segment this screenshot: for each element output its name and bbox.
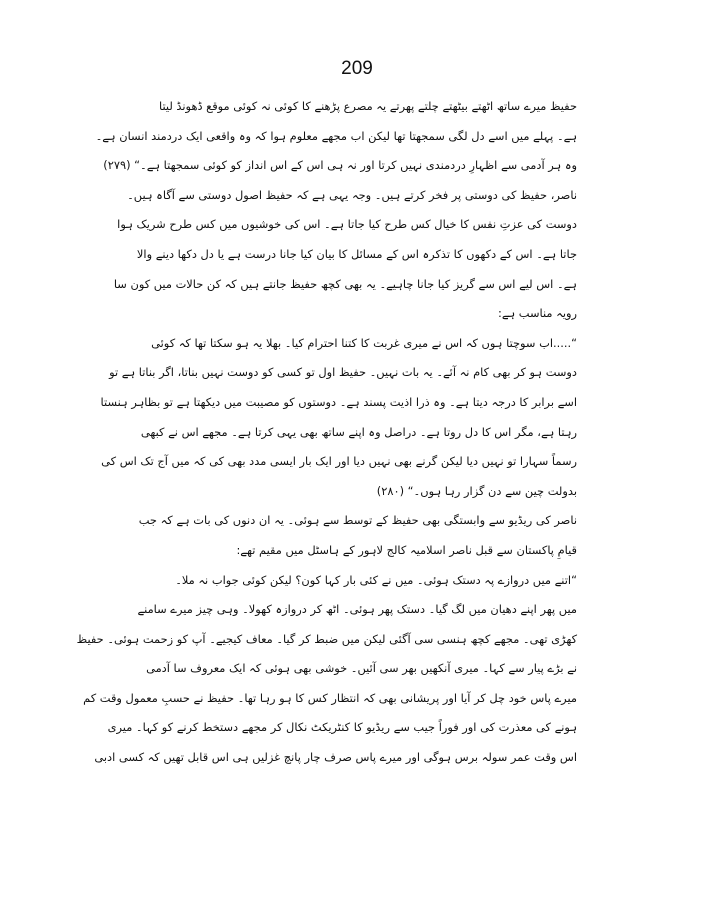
text-line: اسے برابر کا درجہ دیتا ہے۔ وہ ذرا اذیت پسند ہے۔ دوستوں کو مصیبت میں دیکھتا ہے تو بظاہر ہنستا [100,394,577,409]
text-line: قیامِ پاکستان سے قبل ناصر اسلامیہ کالج لاہور کے ہاسٹل میں مقیم تھے: [236,542,577,557]
text-line: میرے پاس خود چل کر آیا اور پریشانی بھی کہ انتظار کس کا ہو رہا تھا۔ حفیظ نے حسبِ معمول وقت کم [83,690,577,705]
text-line: ہے۔ پہلے میں اسے دل لگی سمجھتا تھا لیکن اب مجھے معلوم ہوا کہ وہ واقعی ایک دردمند انسان ہے۔ [95,128,577,143]
text-line: ہونے کی معذرت کی اور فوراً جیب سے ریڈیو کا کنٹریکٹ نکال کر مجھے دستخط کرنے کو کہا۔ میری [107,720,577,735]
text-line: ناصر، حفیظ کی دوستی پر فخر کرتے ہیں۔ وجہ یہی ہے کہ حفیظ اصول دوستی سے آگاہ ہیں۔ [127,187,577,202]
text-line: میں پھر اپنے دھیان میں لگ گیا۔ دستک پھر ہوئی۔ اٹھ کر دروازہ کھولا۔ وہی چیز میرے سامنے [137,602,577,617]
text-line: جاتا ہے۔ اس کے دکھوں کا تذکرہ اس کے مسائل کا بیان کیا جانا درست ہے یا دل دکھا دینے والا [136,246,577,261]
text-line: “اتنے میں دروازے پہ دستک ہوئی۔ میں نے کئی بار کہا کون؟ لیکن کوئی جواب نہ ملا۔ [175,572,577,587]
text-line: دوست ہو کر بھی کام نہ آئے۔ یہ بات نہیں۔ حفیظ اول تو کسی کو دوست نہیں بناتا، اگر بناتا ہے تو [109,365,577,380]
text-line: وہ ہر آدمی سے اظہارِ دردمندی نہیں کرتا اور نہ ہی اس کے اس انداز کو کوئی سمجھتا ہے۔“ (۲۷۹) [103,158,577,173]
text-line: “.....اب سوچتا ہوں کہ اس نے میری غربت کا کتنا احترام کیا۔ بھلا یہ ہو سکتا تھا کہ کوئی [151,335,577,350]
text-line: رسماً سہارا تو نہیں دیا لیکن گرنے بھی نہیں دیا اور ایک بار ایسی مدد بھی کی کہ میں آج تک اس کی [101,454,577,469]
text-line: کھڑی تھی۔ مجھے کچھ ہنسی سی آگئی لیکن میں ضبط کر گیا۔ معاف کیجیے۔ آپ کو زحمت ہوئی۔ حفیظ [76,631,577,646]
page-number: 209 [341,58,373,79]
text-line: رہتا ہے، مگر اس کا دل روتا ہے۔ دراصل وہ اپنے ساتھ بھی یہی کرتا ہے۔ مجھے اس نے کبھی [140,424,577,439]
text-line: اس وقت عمر سولہ برس ہوگی اور میرے پاس صرف چار پانچ غزلیں ہی اس قابل تھیں کہ کسی ادبی [94,750,577,765]
text-line: بدولت چین سے دن گزار رہا ہوں۔“ (۲۸۰) [376,483,577,498]
text-line: نے بڑے پیار سے کہا۔ میری آنکھیں بھر سی آئیں۔ خوشی بھی ہوئی کہ ایک معروف سا آدمی [146,661,577,676]
text-line: رویہ مناسب ہے: [497,306,577,321]
text-line: دوست کی عزتِ نفس کا خیال کس طرح کیا جاتا ہے۔ اس کی خوشیوں میں کس طرح شریک ہوا [117,217,577,232]
text-line: ناصر کی ریڈیو سے وابستگی بھی حفیظ کے توسط سے ہوئی۔ یہ ان دنوں کی بات ہے کہ جب [138,513,577,528]
text-line: ہے۔ اس لیے اس سے گریز کیا جانا چاہیے۔ یہ بھی کچھ حفیظ جانتے ہیں کہ کن حالات میں کون سا [113,276,577,291]
body-text [76,92,577,773]
text-line: حفیظ میرے ساتھ اٹھتے بیٹھتے چلتے پھرتے یہ مصرع پڑھنے کا کوئی نہ کوئی موقع ڈھونڈ لیتا [158,99,577,113]
